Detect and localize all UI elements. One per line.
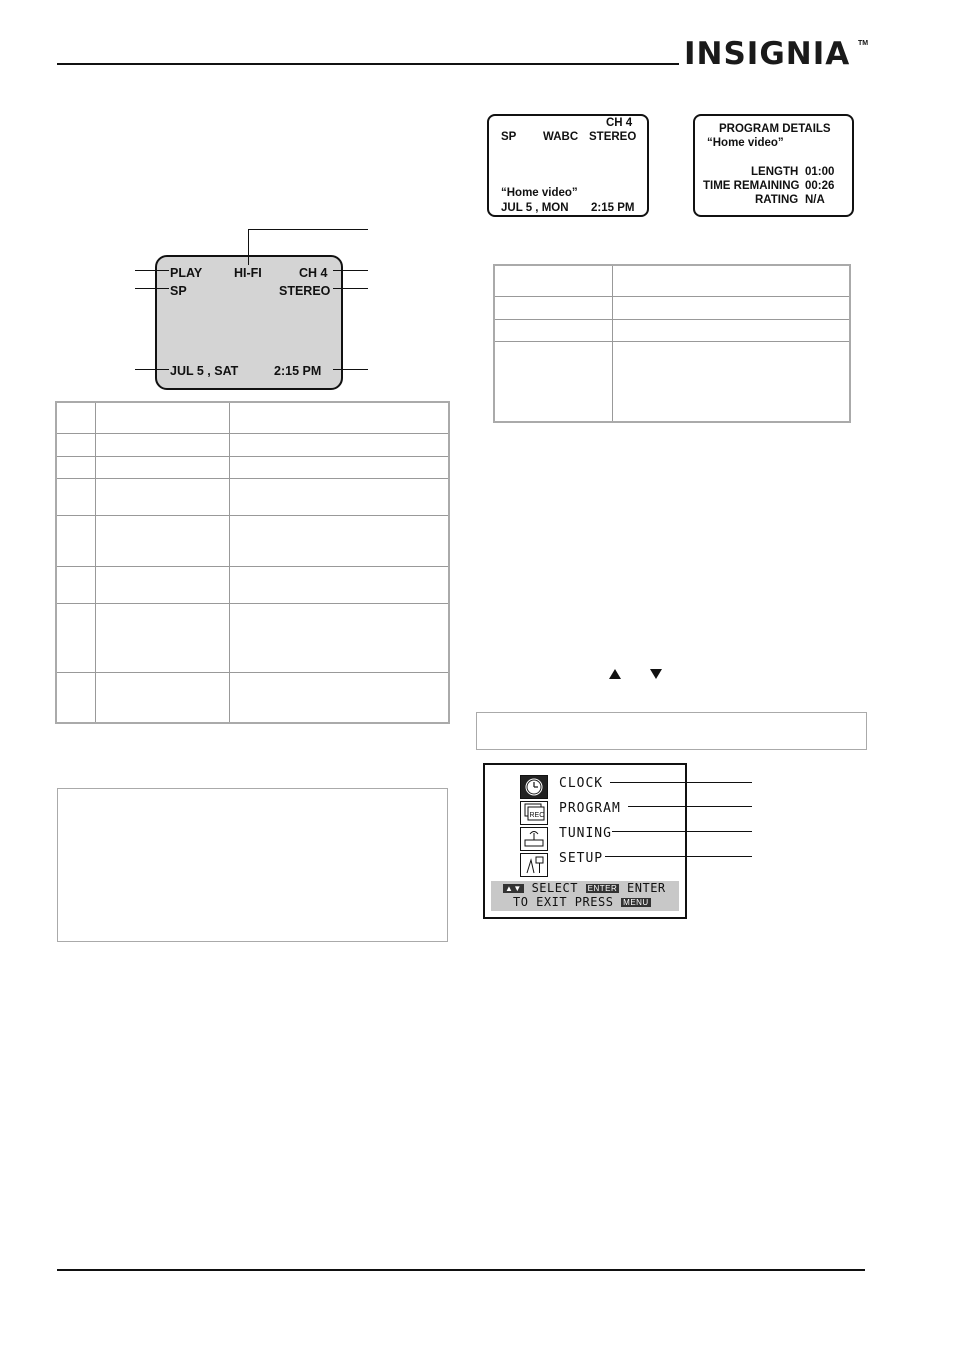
program-details-table: [493, 264, 851, 423]
callout-line: [610, 782, 752, 783]
osd-date: JUL 5 , MON: [501, 202, 569, 214]
header-rule: [57, 63, 679, 65]
osd-program-title: “Home video”: [501, 187, 578, 199]
rating-label: RATING: [755, 194, 799, 206]
channel-info-screen: [487, 114, 649, 217]
callout-line: [333, 270, 368, 271]
screen-channel: CH 4: [299, 266, 328, 280]
callout-line: [628, 806, 752, 807]
osd-station: WABC: [543, 131, 579, 143]
callout-line: [333, 369, 368, 370]
menu-item-setup[interactable]: SETUP: [559, 851, 604, 866]
callout-line: [135, 369, 169, 370]
remaining-label: TIME REMAINING: [703, 180, 800, 192]
up-arrow-icon: [609, 669, 621, 679]
tip-box: [476, 712, 867, 750]
callout-line: [135, 288, 169, 289]
down-arrow-icon: [650, 669, 662, 679]
screen-sound: STEREO: [279, 284, 331, 298]
playback-screen: [155, 255, 343, 390]
callout-line: [248, 229, 249, 265]
trademark: TM: [858, 40, 869, 47]
callout-line: [612, 831, 752, 832]
setup-icon[interactable]: [520, 853, 548, 877]
arrow-keys-icon: ▲▼: [505, 884, 522, 893]
menu-footer: [491, 881, 679, 911]
svg-text:REC: REC: [529, 812, 545, 819]
program-details-title: “Home video”: [707, 137, 784, 149]
osd-channel: CH 4: [606, 117, 633, 129]
osd-speed: SP: [501, 131, 517, 143]
callout-line: [605, 856, 752, 857]
screen-date: JUL 5 , SAT: [170, 364, 239, 378]
menu-key: MENU: [623, 898, 649, 907]
indicator-table: [55, 401, 450, 724]
osd-sound: STEREO: [589, 131, 637, 143]
note-box: [57, 788, 448, 942]
footer-enter: ENTER: [627, 881, 666, 895]
antenna-icon[interactable]: [520, 827, 548, 851]
rating-value: N/A: [805, 194, 825, 206]
screen-speed: SP: [170, 284, 187, 298]
osd-time: 2:15 PM: [591, 202, 635, 214]
callout-line: [333, 288, 368, 289]
menu-item-tuning[interactable]: TUNING: [559, 826, 612, 841]
brand-logo: INSIGNIA: [684, 36, 851, 72]
length-value: 01:00: [805, 166, 835, 178]
program-details-screen: [693, 114, 854, 217]
program-details-heading: PROGRAM DETAILS: [719, 123, 831, 135]
screen-audio-format: HI-FI: [234, 266, 262, 280]
callout-line: [248, 229, 368, 230]
menu-footer-line2: [513, 895, 651, 909]
main-menu-screen: [483, 763, 687, 919]
screen-time: 2:15 PM: [274, 364, 322, 378]
rec-icon[interactable]: [520, 801, 548, 825]
footer-select: SELECT: [531, 881, 578, 895]
footer-exit: TO EXIT PRESS: [513, 895, 614, 909]
screen-mode: PLAY: [170, 266, 203, 280]
menu-item-clock[interactable]: CLOCK: [559, 776, 604, 791]
enter-key: ENTER: [587, 884, 618, 893]
callout-line: [135, 270, 169, 271]
clock-icon[interactable]: [520, 775, 548, 799]
footer-rule: [57, 1269, 865, 1271]
remaining-value: 00:26: [805, 180, 835, 192]
length-label: LENGTH: [751, 166, 799, 178]
menu-footer-line1: [503, 881, 666, 895]
menu-item-program[interactable]: PROGRAM: [559, 801, 621, 816]
